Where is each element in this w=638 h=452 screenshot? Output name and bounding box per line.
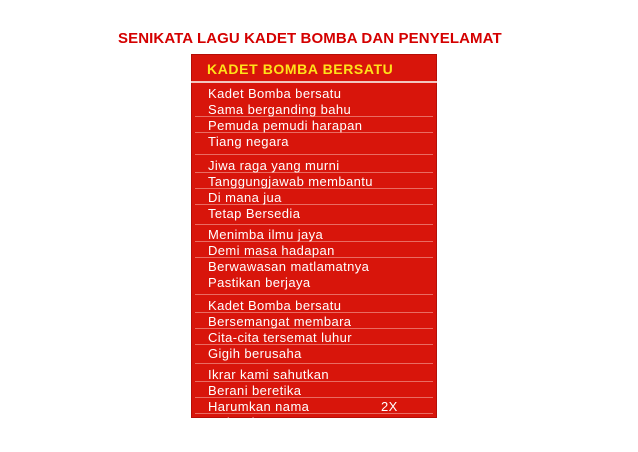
lyric-line: Berwawasan matlamatnya — [208, 259, 370, 274]
lyric-line: Menimba ilmu jaya — [208, 227, 324, 242]
line-divider — [195, 241, 433, 242]
lyric-line: Kadet Bomba bersatu — [208, 86, 342, 101]
line-divider — [195, 312, 433, 313]
line-divider — [195, 328, 433, 329]
line-divider — [195, 204, 433, 205]
line-divider — [195, 116, 433, 117]
lyric-line: Demi masa hadapan — [208, 243, 335, 258]
verse-divider — [195, 154, 433, 155]
repeat-mark: 2X — [381, 399, 398, 414]
lyric-line: Jiwa raga yang murni — [208, 158, 340, 173]
heading-divider — [191, 81, 437, 83]
lyric-line: Berani beretika — [208, 383, 302, 398]
lyric-line: Pemuda pemudi harapan — [208, 118, 363, 133]
lyric-card — [191, 54, 437, 430]
lyric-line: Cita-cita tersemat luhur — [208, 330, 352, 345]
lyric-line: Tiang negara — [208, 134, 289, 149]
verse-divider — [195, 363, 433, 364]
line-divider — [195, 257, 433, 258]
lyric-line: Di mana jua — [208, 190, 282, 205]
song-heading: KADET BOMBA BERSATU — [207, 61, 394, 77]
lyric-line: Harumkan nama — [208, 399, 310, 414]
line-divider — [195, 132, 433, 133]
verse-divider — [195, 224, 433, 225]
lyric-line: Gigih berusaha — [208, 346, 302, 361]
lyric-line: Tetap Bersedia — [208, 206, 301, 221]
lyric-line: Ikrar kami sahutkan — [208, 367, 330, 382]
line-divider — [195, 188, 433, 189]
line-divider — [195, 381, 433, 382]
lyric-line: Bersemangat membara — [208, 314, 352, 329]
verse-divider — [195, 294, 433, 295]
lyric-line: Sama berganding bahu — [208, 102, 352, 117]
line-divider — [195, 344, 433, 345]
lyric-line: Tanggungjawab membantu — [208, 174, 373, 189]
lyric-line: Kadet Bomba bersatu — [208, 298, 342, 313]
line-divider — [195, 172, 433, 173]
page-title: SENIKATA LAGU KADET BOMBA DAN PENYELAMAT — [118, 30, 502, 47]
lyric-line: Malaysia Jaya — [208, 415, 296, 430]
lyric-line: Pastikan berjaya — [208, 275, 311, 290]
